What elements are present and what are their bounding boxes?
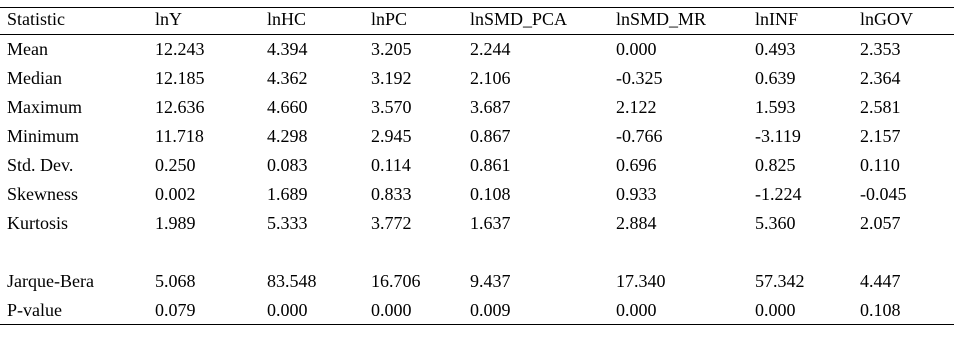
table-row xyxy=(0,180,956,209)
cell-lngov: 2.581 xyxy=(860,97,901,117)
cell-lninf: 0.493 xyxy=(755,39,796,59)
cell-lnhc: 5.333 xyxy=(267,213,308,233)
table-row xyxy=(0,35,956,64)
cell-lninf: 1.593 xyxy=(755,97,796,117)
cell-lnsmd-pca: 0.108 xyxy=(470,184,511,204)
cell-lnpc: 0.833 xyxy=(371,184,412,204)
cell-lnpc: 16.706 xyxy=(371,271,421,291)
cell-lnsmd-mr: 2.884 xyxy=(616,213,657,233)
table-row xyxy=(0,151,956,180)
cell-lnsmd-pca: 0.861 xyxy=(470,155,511,175)
row-label: Kurtosis xyxy=(7,213,69,233)
cell-lnhc: 4.362 xyxy=(267,68,308,88)
cell-lninf: -1.224 xyxy=(755,184,802,204)
cell-lnhc: 0.083 xyxy=(267,155,308,175)
cell-lny: 12.185 xyxy=(155,68,205,88)
cell-lnsmd-pca: 1.637 xyxy=(470,213,511,233)
row-label: P-value xyxy=(7,300,62,320)
cell-lny: 5.068 xyxy=(155,271,196,291)
cell-lnpc: 3.772 xyxy=(371,213,412,233)
cell-lnsmd-mr: 0.000 xyxy=(616,300,657,320)
header-lnhc: lnHC xyxy=(267,9,307,29)
cell-lngov: 0.108 xyxy=(860,300,901,320)
header-lninf: lnINF xyxy=(755,9,799,29)
header-lngov: lnGOV xyxy=(860,9,913,29)
cell-lnsmd-pca: 3.687 xyxy=(470,97,511,117)
table-row xyxy=(0,122,956,151)
cell-lny: 12.636 xyxy=(155,97,205,117)
row-label: Mean xyxy=(7,39,48,59)
cell-lny: 11.718 xyxy=(155,126,204,146)
cell-lny: 0.079 xyxy=(155,300,196,320)
cell-lngov: 2.364 xyxy=(860,68,901,88)
cell-lnpc: 3.570 xyxy=(371,97,412,117)
table-row xyxy=(0,267,956,296)
row-label: Median xyxy=(7,68,62,88)
cell-lnsmd-mr: 0.933 xyxy=(616,184,657,204)
cell-lnsmd-mr: 17.340 xyxy=(616,271,666,291)
cell-lngov: 4.447 xyxy=(860,271,901,291)
cell-lnsmd-mr: -0.325 xyxy=(616,68,663,88)
table-bottom-rule xyxy=(0,324,954,325)
table-row-spacer xyxy=(0,238,956,267)
cell-lngov: 0.110 xyxy=(860,155,900,175)
cell-lngov: 2.057 xyxy=(860,213,901,233)
table-header-row xyxy=(0,7,956,34)
cell-lnhc: 4.394 xyxy=(267,39,308,59)
table-row xyxy=(0,64,956,93)
cell-lnpc: 0.114 xyxy=(371,155,411,175)
cell-lninf: 0.000 xyxy=(755,300,796,320)
cell-lnsmd-mr: -0.766 xyxy=(616,126,663,146)
row-label: Maximum xyxy=(7,97,82,117)
cell-lny: 12.243 xyxy=(155,39,205,59)
cell-lnhc: 83.548 xyxy=(267,271,317,291)
cell-lnsmd-pca: 0.009 xyxy=(470,300,511,320)
cell-lngov: -0.045 xyxy=(860,184,907,204)
table-row xyxy=(0,93,956,122)
cell-lnsmd-pca: 2.106 xyxy=(470,68,511,88)
cell-lngov: 2.353 xyxy=(860,39,901,59)
cell-lninf: 57.342 xyxy=(755,271,805,291)
cell-lnpc: 2.945 xyxy=(371,126,412,146)
header-statistic: Statistic xyxy=(7,9,65,29)
cell-lnsmd-pca: 0.867 xyxy=(470,126,511,146)
table-row xyxy=(0,209,956,238)
header-lnsmd-pca: lnSMD_PCA xyxy=(470,9,568,29)
clipped-caption-area xyxy=(0,0,956,6)
row-label: Skewness xyxy=(7,184,78,204)
cell-lnpc: 0.000 xyxy=(371,300,412,320)
cell-lnsmd-mr: 0.696 xyxy=(616,155,657,175)
cell-lnhc: 4.298 xyxy=(267,126,308,146)
header-lnpc: lnPC xyxy=(371,9,408,29)
cell-lninf: 0.639 xyxy=(755,68,796,88)
cell-lnhc: 1.689 xyxy=(267,184,308,204)
row-label: Minimum xyxy=(7,126,80,146)
cell-lny: 0.002 xyxy=(155,184,196,204)
cell-lnhc: 4.660 xyxy=(267,97,308,117)
header-lnsmd-mr: lnSMD_MR xyxy=(616,9,707,29)
cell-lnsmd-mr: 0.000 xyxy=(616,39,657,59)
row-label: Jarque-Bera xyxy=(7,271,94,291)
cell-lnpc: 3.192 xyxy=(371,68,412,88)
cell-lnsmd-pca: 9.437 xyxy=(470,271,511,291)
cell-lnsmd-pca: 2.244 xyxy=(470,39,511,59)
cell-lninf: -3.119 xyxy=(755,126,801,146)
cell-lngov: 2.157 xyxy=(860,126,901,146)
cell-lninf: 5.360 xyxy=(755,213,796,233)
header-lny: lnY xyxy=(155,9,182,29)
row-label: Std. Dev. xyxy=(7,155,74,175)
cell-lnhc: 0.000 xyxy=(267,300,308,320)
cell-lnsmd-mr: 2.122 xyxy=(616,97,657,117)
table-row xyxy=(0,296,956,325)
cell-lninf: 0.825 xyxy=(755,155,796,175)
cell-lnpc: 3.205 xyxy=(371,39,412,59)
cell-lny: 1.989 xyxy=(155,213,196,233)
cell-lny: 0.250 xyxy=(155,155,196,175)
